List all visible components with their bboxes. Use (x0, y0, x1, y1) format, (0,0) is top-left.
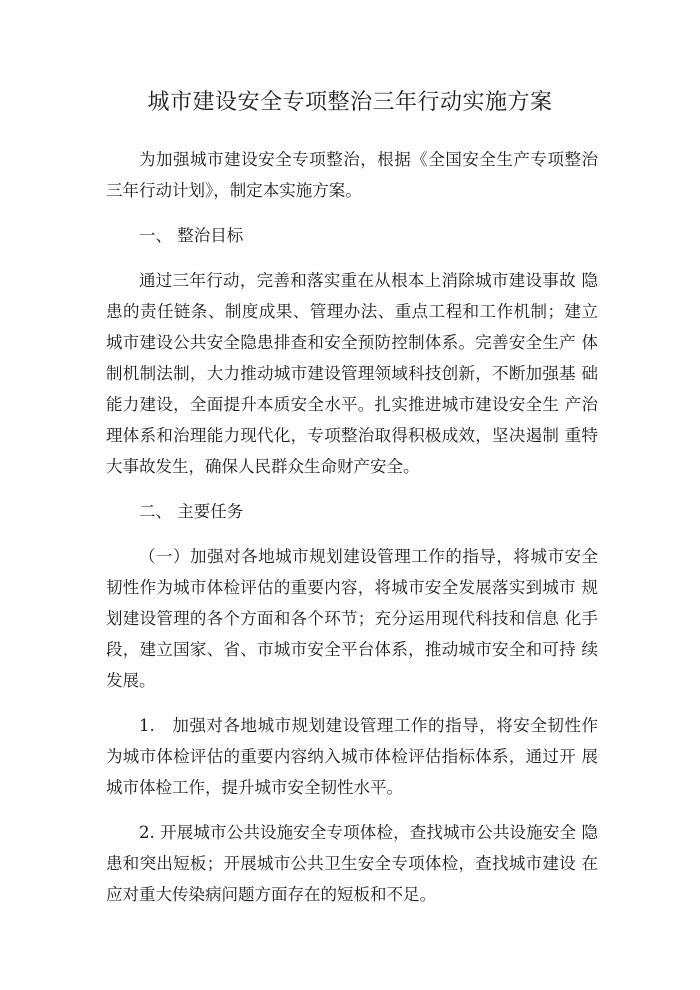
task-point-1: 1. 加强对各地城市规划建设管理工作的指导，将安全韧性作为城市体检评估的重要内容纳入城市体检评估指标体系，通过开 展城市体检工作，提升城市安全韧性水平。 (106, 716, 598, 797)
task-item-1: （一）加强对各地城市规划建设管理工作的指导，将城市安全韧性作为城市体检评估的重要内容，将城市安全发展落实到城市 规划建设管理的各个方面和各个环节；充分运用现代科技和信息 化手段，建立国家、省、市城市安全平台体系，推动城市安全和可持 续发展。 (106, 547, 598, 690)
task-point-2: 2. 开展城市公共设施安全专项体检，查找城市公共设施安全 隐患和突出短板；开展城市公共卫生安全专项体检，查找城市建设 在应对重大传染病问题方面存在的短板和不足。 (106, 823, 598, 904)
document-title: 城市建设安全专项整治三年行动实施方案 (147, 90, 553, 115)
document-body (106, 144, 598, 910)
goals-paragraph: 通过三年行动，完善和落实重在从根本上消除城市建设事故 隐患的责任链条、制度成果、管理办法、重点工程和工作机制；建立 城市建设公共安全隐患排查和安全预防控制体系。完善安全生产 体制机制法制，大力推动城市建设管理领域科技创新，不断加强基 础能力建设，全面提升本质安全水平。扎实推进城市建设安全生 产治理体系和治理能力现代化，专项整治取得积极成效，坚决遏制 重特大事故发生，确保人民群众生命财产安全。 (106, 271, 598, 476)
intro-paragraph: 为加强城市建设安全专项整治，根据《全国安全生产专项整治三年行动计划》，制定本实施方案。 (106, 150, 598, 200)
section-heading-tasks: 二、 主要任务 (139, 502, 244, 521)
section-heading-goals: 一、 整治目标 (139, 226, 244, 245)
